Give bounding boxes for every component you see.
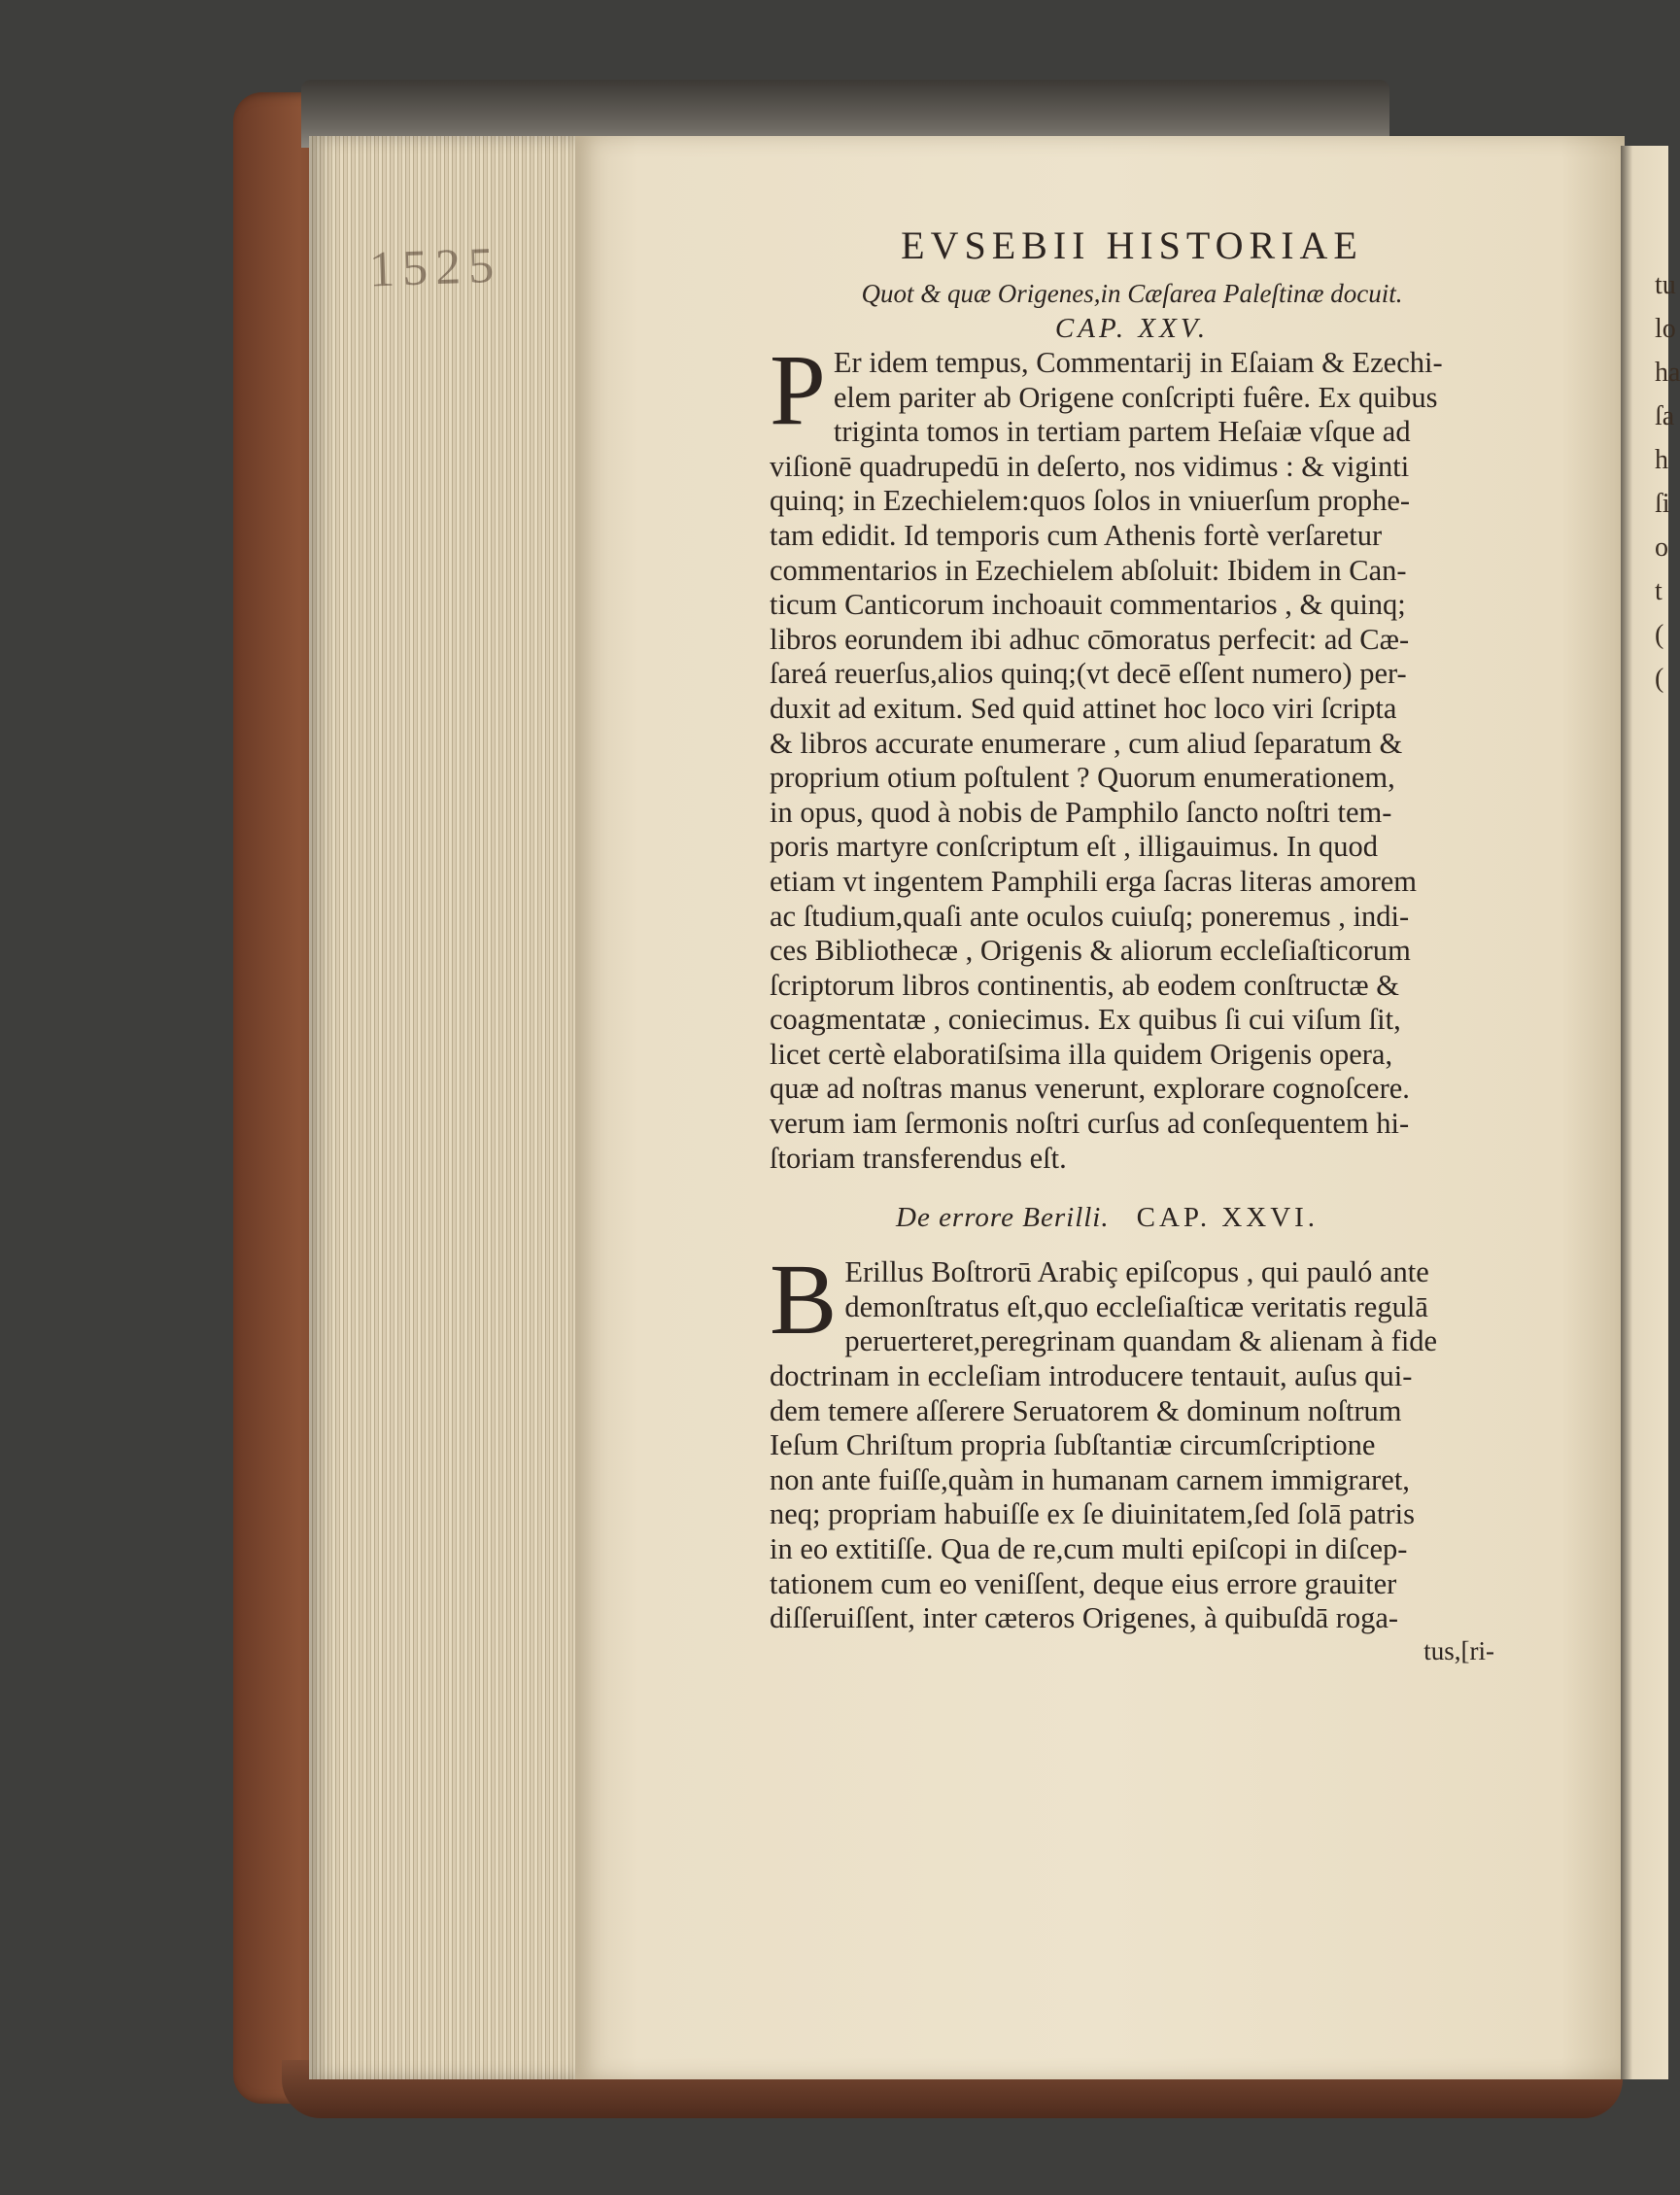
- text-line: in opus, quod à nobis de Pamphilo ſancto noſtri tem-: [770, 795, 1392, 829]
- text-line: quinq; in Ezechielem:quos ſolos in vniuerſum prophe-: [770, 484, 1411, 518]
- chapter-26-lines: [770, 1324, 1494, 1635]
- running-head: EVSEBII HISTORIAE: [901, 223, 1363, 267]
- text-line: doctrinam in eccleſiam introducere tentauit, auſus qui-: [770, 1359, 1413, 1393]
- text-line: peruerteret,peregrinam quandam & alienam à fide: [844, 1324, 1438, 1358]
- text-line: ticum Canticorum inchoauit commentarios , & quinq;: [770, 588, 1406, 622]
- text-line: ces Bibliothecæ , Origenis & aliorum eccleſiaſticorum: [770, 934, 1411, 968]
- text-line: libros eorundem ibi adhuc cōmoratus perfecit: ad Cæ-: [770, 622, 1410, 656]
- next-page-fragment: tu: [1655, 270, 1676, 300]
- chapter-25-number: CAP. XXV.: [1054, 313, 1210, 344]
- text-line: duxit ad exitum. Sed quid attinet hoc loco viri ſcripta: [770, 691, 1397, 725]
- chapter-25-lines: [770, 415, 1494, 1176]
- text-line: in eo extitiſſe. Qua de re,cum multi epiſcopi in diſcep-: [770, 1532, 1408, 1565]
- chapter-25-body: [770, 334, 1494, 1176]
- text-line: coagmentatæ , coniecimus. Ex quibus ſi cui viſum ſit,: [770, 1003, 1401, 1037]
- text-line: etiam vt ingentem Pamphili erga ſacras literas amorem: [770, 864, 1417, 898]
- text-line: & libros accurate enumerare , cum aliud ſeparatum &: [770, 726, 1403, 760]
- drop-cap: P: [770, 334, 826, 446]
- text-line: Ieſum Chriſtum propria ſubſtantiæ circumſcriptione: [770, 1428, 1376, 1462]
- text-line: demonſtratus eſt,quo eccleſiaſticæ veritatis regulā: [844, 1289, 1428, 1323]
- text-line: quæ ad noſtras manus venerunt, explorare cognoſcere.: [770, 1072, 1410, 1106]
- next-page-fragment: t: [1655, 576, 1663, 606]
- chapter-26-heading: De errore Berilli.: [896, 1202, 1110, 1234]
- text-line: Er idem tempus, Commentarij in Eſaiam & Ezechi-: [833, 346, 1443, 379]
- text-line: verum iam ſermonis noſtri curſus ad conſequentem hi-: [770, 1107, 1410, 1141]
- next-page-fragment: (: [1655, 620, 1664, 650]
- text-line: non ante fuiſſe,quàm in humanam carnem immigraret,: [770, 1462, 1410, 1496]
- text-line: dem temere aſſerere Seruatorem & dominum noſtrum: [770, 1393, 1402, 1427]
- text-line: tationem cum eo veniſſent, deque eius errore grauiter: [770, 1566, 1397, 1600]
- spine-label: 1525: [368, 237, 502, 298]
- text-line: elem pariter ab Origene conſcripti fuêre. Ex quibus: [833, 380, 1438, 414]
- text-line: licet certè elaboratiſsima illa quidem Origenis opera,: [770, 1037, 1393, 1071]
- text-line: commentarios in Ezechielem abſoluit: Ibidem in Can-: [770, 553, 1407, 587]
- next-page-fragment: lo: [1655, 314, 1676, 344]
- next-page-fragment: ſi: [1655, 489, 1670, 519]
- chapter-26-body: [770, 1244, 1494, 1636]
- printed-text: [770, 222, 1494, 1665]
- text-line: triginta tomos in tertiam partem Heſaiæ vſque ad: [833, 415, 1411, 449]
- chapter-26-heading-row: [770, 1197, 1494, 1238]
- text-line: diſſeruiſſent, inter cæteros Origenes, à quibuſdā roga-: [770, 1601, 1399, 1635]
- text-line: ſareá reuerſus,alios quinq;(vt decē eſſent numero) per-: [770, 657, 1407, 691]
- next-page-fragment: h: [1655, 445, 1668, 475]
- text-line: neq; propriam habuiſſe ex ſe diuinitatem,ſed ſolā patris: [770, 1497, 1416, 1531]
- next-page-fragment: (: [1655, 664, 1664, 694]
- catchword: tus,[ri-: [1423, 1635, 1494, 1665]
- page-edges: [309, 136, 576, 2079]
- text-line: ſtoriam transferendus eſt.: [770, 1141, 1067, 1175]
- text-line: tam edidit. Id temporis cum Athenis fortè verſaretur: [770, 518, 1383, 552]
- drop-cap: B: [770, 1244, 838, 1356]
- text-line: poris martyre conſcriptum eſt , illigauimus. In quod: [770, 830, 1378, 864]
- next-page-edge: [1621, 146, 1680, 2079]
- text-line: viſionē quadrupedū in deſerto, nos vidimus : & viginti: [770, 449, 1410, 483]
- next-page-fragment: ſa: [1655, 401, 1675, 431]
- text-line: proprium otium poſtulent ? Quorum enumerationem,: [770, 761, 1395, 795]
- text-line: ac ſtudium,quaſi ante oculos cuiuſq; poneremus , indi-: [770, 899, 1410, 933]
- next-page-fragment: ha: [1655, 358, 1680, 388]
- next-page-fragment: o: [1655, 532, 1668, 563]
- chapter-25-heading: Quot & quæ Origenes,in Cæſarea Paleſtinæ docuit.: [861, 279, 1403, 308]
- chapter-26-number: CAP. XXVI.: [1136, 1202, 1320, 1234]
- text-line: ſcriptorum libros continentis, ab eodem conſtructæ &: [770, 968, 1399, 1002]
- text-line: Erillus Boſtrorū Arabiç epiſcopus , qui pauló ante: [844, 1255, 1429, 1289]
